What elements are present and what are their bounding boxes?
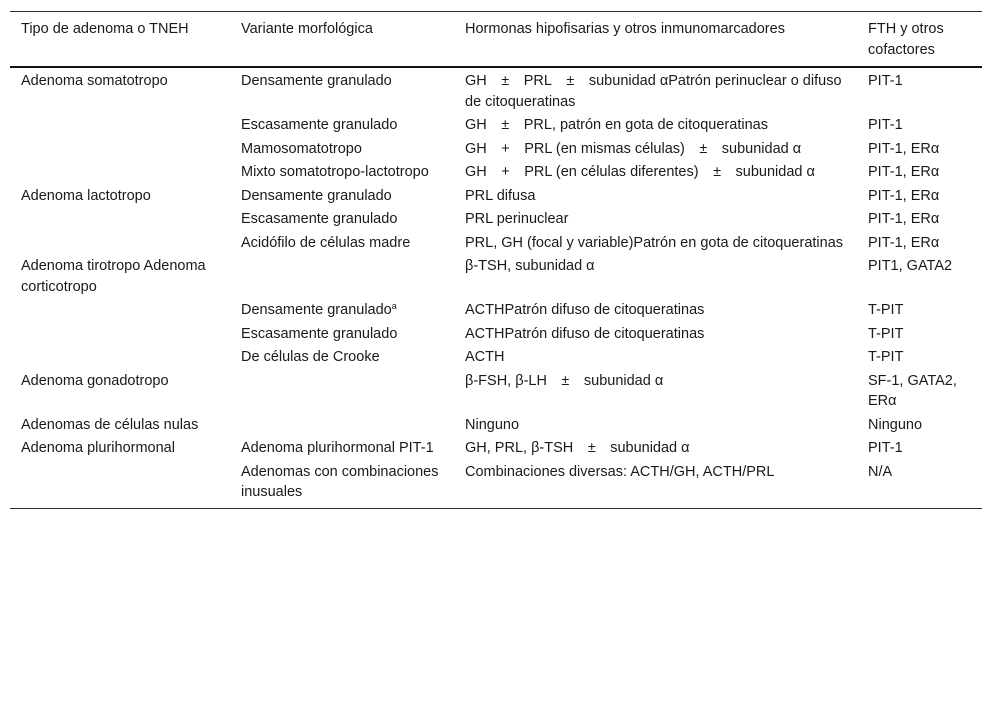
cell-tipo xyxy=(10,460,230,509)
cell-variante: Densamente granulado xyxy=(241,73,392,89)
cell-variante: Adenomas con combinaciones inusuales xyxy=(241,463,439,500)
cell-fth: PIT-1, ERα xyxy=(868,140,940,157)
cell-tipo: Adenoma lactotropo xyxy=(21,187,151,204)
cell-hormonas: GH, PRL, β-TSH ± subunidad α xyxy=(465,440,690,456)
cell-variante: Escasamente granulado xyxy=(241,117,398,133)
cell-tipo xyxy=(10,322,230,346)
cell-tipo xyxy=(10,137,230,161)
table-row xyxy=(10,231,982,255)
table-row xyxy=(10,184,982,208)
cell-fth: PIT-1 xyxy=(868,117,903,133)
cell-hormonas: Ninguno xyxy=(465,416,520,433)
cell-variante xyxy=(230,413,454,437)
cell-variante: Densamente granulado xyxy=(241,187,392,204)
cell-fth: T-PIT xyxy=(868,349,904,365)
table-row xyxy=(10,160,982,184)
header-row xyxy=(10,12,982,68)
table-row xyxy=(10,460,982,509)
cell-hormonas: PRL, GH (focal y variable)Patrón en gota de citoqueratinas xyxy=(465,234,844,251)
cell-hormonas: GH + PRL (en células diferentes) ± subunidad α xyxy=(465,164,815,180)
cell-variante xyxy=(230,369,454,413)
cell-variante: De células de Crooke xyxy=(241,349,380,365)
cell-fth: PIT-1, ERα xyxy=(868,234,940,251)
cell-tipo xyxy=(10,207,230,231)
cell-hormonas: β-FSH, β-LH ± subunidad α xyxy=(465,372,664,389)
footnote-marker: a xyxy=(391,301,397,311)
cell-fth: PIT-1 xyxy=(868,440,903,456)
header-tipo: Tipo de adenoma o TNEH xyxy=(21,21,189,37)
cell-variante: Adenoma plurihormonal PIT-1 xyxy=(241,440,434,456)
table-row xyxy=(10,67,982,113)
cell-tipo: Adenoma somatotropo xyxy=(21,73,168,89)
cell-tipo: Adenoma tirotropo Adenoma corticotropo xyxy=(21,258,206,295)
classification-table-container xyxy=(10,11,982,509)
cell-fth: N/A xyxy=(868,463,893,480)
table-header xyxy=(10,12,982,68)
table-row xyxy=(10,207,982,231)
cell-tipo xyxy=(10,298,230,322)
cell-hormonas: GH + PRL (en mismas células) ± subunidad α xyxy=(465,140,802,157)
table-row xyxy=(10,137,982,161)
cell-variante xyxy=(230,254,454,298)
header-fth: FTH y otros cofactores xyxy=(868,21,944,58)
table-row xyxy=(10,322,982,346)
cell-hormonas: GH ± PRL, patrón en gota de citoqueratinas xyxy=(465,117,768,133)
cell-variante: Escasamente granulado xyxy=(241,325,398,342)
table-row xyxy=(10,345,982,369)
cell-variante: Mixto somatotropo-lactotropo xyxy=(241,164,429,180)
cell-hormonas: Combinaciones diversas: ACTH/GH, ACTH/PRL xyxy=(465,463,775,480)
cell-variante xyxy=(230,298,454,322)
cell-variante: Escasamente granulado xyxy=(241,211,398,227)
cell-fth: PIT-1, ERα xyxy=(868,187,940,204)
cell-fth: Ninguno xyxy=(868,416,923,433)
cell-hormonas: PRL perinuclear xyxy=(465,211,569,227)
cell-tipo: Adenoma gonadotropo xyxy=(21,372,169,389)
header-hormonas: Hormonas hipofisarias y otros inmunomarcadores xyxy=(465,21,785,37)
cell-fth: SF-1, GATA2, ERα xyxy=(868,372,957,409)
cell-tipo xyxy=(10,231,230,255)
cell-tipo xyxy=(10,345,230,369)
cell-hormonas: PRL difusa xyxy=(465,187,536,204)
table-row xyxy=(10,298,982,322)
cell-hormonas: ACTHPatrón difuso de citoqueratinas xyxy=(465,302,705,318)
table-row xyxy=(10,436,982,460)
cell-tipo: Adenoma plurihormonal xyxy=(21,440,175,456)
cell-variante: Acidófilo de células madre xyxy=(241,234,411,251)
cell-hormonas: ACTH xyxy=(465,349,505,365)
cell-hormonas: GH ± PRL ± subunidad αPatrón perinuclear o difuso de citoqueratinas xyxy=(465,73,842,110)
cell-tipo: Adenomas de células nulas xyxy=(21,416,199,433)
cell-hormonas: β-TSH, subunidad α xyxy=(465,258,595,274)
cell-fth: PIT-1, ERα xyxy=(868,211,940,227)
cell-fth: T-PIT xyxy=(868,325,904,342)
cell-fth: T-PIT xyxy=(868,302,904,318)
table-row xyxy=(10,413,982,437)
cell-hormonas: ACTHPatrón difuso de citoqueratinas xyxy=(465,325,705,342)
cell-fth: PIT-1 xyxy=(868,73,903,89)
table-row xyxy=(10,369,982,413)
cell-tipo xyxy=(10,113,230,137)
cell-fth: PIT-1, ERα xyxy=(868,164,940,180)
variante-text: Densamente granulado xyxy=(241,302,392,318)
classification-table xyxy=(10,11,982,509)
cell-tipo xyxy=(10,160,230,184)
table-row xyxy=(10,254,982,298)
cell-variante: Mamosomatotropo xyxy=(241,140,362,157)
cell-fth: PIT1, GATA2 xyxy=(868,258,953,274)
table-row xyxy=(10,113,982,137)
table-body xyxy=(10,67,982,508)
header-variante: Variante morfológica xyxy=(241,21,373,37)
